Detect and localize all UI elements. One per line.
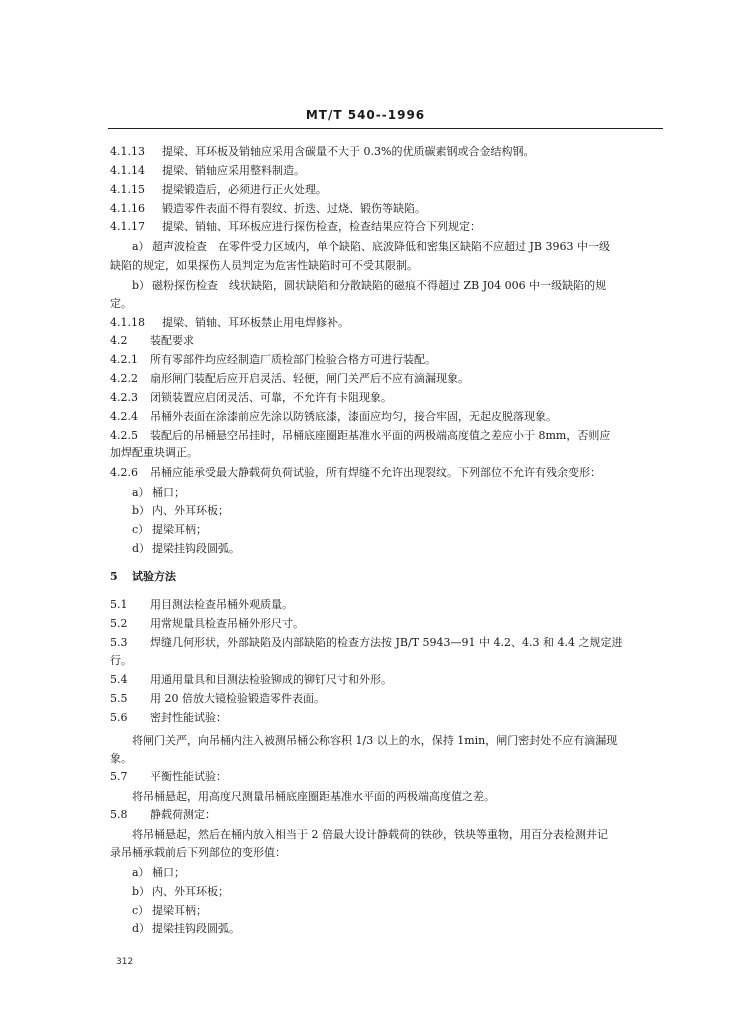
- clause-number: 4.2.2: [110, 372, 138, 385]
- paragraph-line: 将吊桶悬起，然后在桶内放入相当于 2 倍最大设计静载荷的铁砂，铁块等重物，用百分表检测并记: [132, 828, 608, 841]
- clause-number: 5.8: [110, 808, 128, 821]
- clause-4-1-15: [110, 183, 327, 197]
- clause-5-2: [110, 617, 304, 631]
- clause-number: 5.7: [110, 770, 128, 783]
- paragraph-line: 将吊桶悬起，用高度尺测量吊桶底座圈距基准水平面的两极端高度值之差。: [132, 790, 495, 803]
- clause-4-1-13: [110, 145, 534, 159]
- list-item-a: [132, 866, 185, 880]
- clause-number: 4.2.5: [110, 429, 138, 442]
- clause-text: 装配要求: [150, 334, 194, 347]
- clause-4-2-6: [110, 466, 601, 480]
- clause-number: 4.1.18: [110, 316, 145, 329]
- continuation-line: 定。: [110, 297, 132, 310]
- clause-text: 平衡性能试验：: [150, 770, 227, 783]
- list-item-c: [132, 523, 207, 537]
- clause-text: 用目测法检查吊桶外观质量。: [150, 598, 293, 611]
- clause-text: 提梁、销轴、耳环板禁止用电焊修补。: [162, 316, 349, 329]
- clause-text: 所有零部件均应经制造厂质检部门检验合格方可进行装配。: [150, 353, 436, 366]
- clause-number: 5: [110, 570, 118, 583]
- list-item-d: [132, 542, 240, 556]
- list-text: 超声波检查 在零件受力区域内，单个缺陷、底波降低和密集区缺陷不应超过 JB 3963 中一级: [152, 240, 610, 253]
- paragraph-line: 将闸门关严，向吊桶内注入被测吊桶公称容积 1/3 以上的水，保持 1min，闸门密封处不应有滴漏现: [132, 734, 618, 747]
- clause-text: 用 20 倍放大镜检验锻造零件表面。: [150, 692, 325, 705]
- clause-5-6: [110, 711, 227, 725]
- clause-number: 4.2.3: [110, 391, 138, 404]
- clause-4-2-1: [110, 353, 436, 367]
- clause-5-7: [110, 770, 227, 784]
- clause-5-8: [110, 808, 216, 822]
- clause-text: 提梁、销轴、耳环板应进行探伤检查，检查结果应符合下列规定：: [162, 220, 481, 233]
- list-item-b: [132, 279, 606, 293]
- page-number: 312: [116, 957, 134, 967]
- continuation-line: 录吊桶承载前后下列部位的变形值：: [110, 846, 286, 859]
- list-label: b）: [132, 504, 151, 517]
- continuation-line: 加焊配重块调正。: [110, 446, 198, 459]
- clause-text: 焊缝几何形状，外部缺陷及内部缺陷的检查方法按 JB/T 5943—91 中 4.2、4.3 和 4.4 之规定进: [150, 636, 623, 649]
- list-label: b）: [132, 885, 151, 898]
- clause-number: 5.1: [110, 598, 128, 611]
- list-text: 内、外耳环板；: [152, 504, 229, 517]
- clause-number: 5.3: [110, 636, 128, 649]
- list-text: 提梁挂钩段圆弧。: [152, 922, 240, 935]
- section-title: 试验方法: [132, 570, 176, 583]
- clause-text: 吊桶应能承受最大静载荷负荷试验，所有焊缝不允许出现裂纹。下列部位不允许有残余变形：: [150, 466, 601, 479]
- clause-text: 提梁、耳环板及销轴应采用含碳量不大于 0.3%的优质碳素钢或合金结构钢。: [162, 145, 535, 158]
- list-item-b: [132, 885, 229, 899]
- clause-number: 4.2.1: [110, 353, 138, 366]
- clause-5-5: [110, 692, 325, 706]
- list-label: c）: [132, 523, 150, 536]
- clause-number: 5.5: [110, 692, 128, 705]
- list-item-a: [132, 486, 185, 500]
- clause-number: 5.4: [110, 673, 128, 686]
- list-text: 磁粉探伤检查 线状缺陷，圆状缺陷和分散缺陷的磁痕不得超过 ZB J04 006 中一级缺陷的规: [152, 279, 607, 292]
- clause-5-3: [110, 636, 622, 650]
- clause-text: 闭锁装置应启闭灵活、可靠，不允许有卡阻现象。: [150, 391, 392, 404]
- clause-number: 4.1.13: [110, 145, 145, 158]
- clause-number: 4.1.14: [110, 164, 145, 177]
- clause-4-2-5: [110, 429, 610, 443]
- list-text: 桶口；: [152, 486, 185, 499]
- continuation-line: 行。: [110, 654, 132, 667]
- continuation-line: 象。: [110, 752, 132, 765]
- list-item-c: [132, 904, 207, 918]
- list-text: 内、外耳环板；: [152, 885, 229, 898]
- list-text: 提梁挂钩段圆弧。: [152, 542, 240, 555]
- clause-text: 锻造零件表面不得有裂纹、折迭、过烧、锻伤等缺陷。: [162, 202, 426, 215]
- clause-number: 5.2: [110, 617, 128, 630]
- clause-number: 4.2: [110, 334, 128, 347]
- clause-text: 提梁、销轴应采用整料制造。: [162, 164, 305, 177]
- clause-4-1-18: [110, 316, 349, 330]
- clause-text: 提梁锻造后，必须进行正火处理。: [162, 183, 327, 196]
- list-text: 提梁耳柄；: [152, 904, 207, 917]
- clause-number: 5.6: [110, 711, 128, 724]
- list-text: 桶口；: [152, 866, 185, 879]
- list-label: a）: [132, 866, 150, 879]
- clause-4-2-3: [110, 391, 392, 405]
- clause-number: 4.1.16: [110, 202, 145, 215]
- list-text: 提梁耳柄；: [152, 523, 207, 536]
- clause-number: 4.2.6: [110, 466, 138, 479]
- clause-number: 4.1.15: [110, 183, 145, 196]
- clause-5-4: [110, 673, 392, 687]
- clause-4-1-17: [110, 220, 481, 234]
- section-4-2: [110, 334, 194, 348]
- clause-4-1-14: [110, 164, 305, 178]
- list-label: c）: [132, 904, 150, 917]
- clause-number: 4.2.4: [110, 410, 138, 423]
- list-label: a）: [132, 486, 150, 499]
- clause-text: 装配后的吊桶悬空吊挂时，吊桶底座圈距基准水平面的两极端高度值之差应小于 8mm，否则应: [150, 429, 611, 442]
- clause-number: 4.1.17: [110, 220, 145, 233]
- section-5: [110, 570, 176, 584]
- list-item-b: [132, 504, 229, 518]
- clause-5-1: [110, 598, 293, 612]
- clause-text: 用通用量具和目测法检验铆成的铆钉尺寸和外形。: [150, 673, 392, 686]
- clause-4-2-4: [110, 410, 557, 424]
- clause-text: 吊桶外表面在涂漆前应先涂以防锈底漆，漆面应均匀，接合牢固，无起皮脱落现象。: [150, 410, 557, 423]
- list-item-a: [132, 240, 610, 254]
- clause-text: 用常规量具检查吊桶外形尺寸。: [150, 617, 304, 630]
- clause-4-2-2: [110, 372, 469, 386]
- clause-text: 密封性能试验：: [150, 711, 227, 724]
- clause-text: 静载荷测定：: [150, 808, 216, 821]
- list-label: b）: [132, 279, 151, 292]
- continuation-line: 缺陷的规定，如果探伤人员判定为危害性缺陷时可不受其限制。: [110, 259, 418, 272]
- page-header-code: MT/T 540--1996: [305, 108, 426, 122]
- clause-text: 扇形闸门装配后应开启灵活、轻便，闸门关严后不应有滴漏现象。: [150, 372, 469, 385]
- list-label: d）: [132, 922, 151, 935]
- clause-4-1-16: [110, 202, 426, 216]
- list-label: d）: [132, 542, 151, 555]
- list-item-d: [132, 922, 240, 936]
- list-label: a）: [132, 240, 150, 253]
